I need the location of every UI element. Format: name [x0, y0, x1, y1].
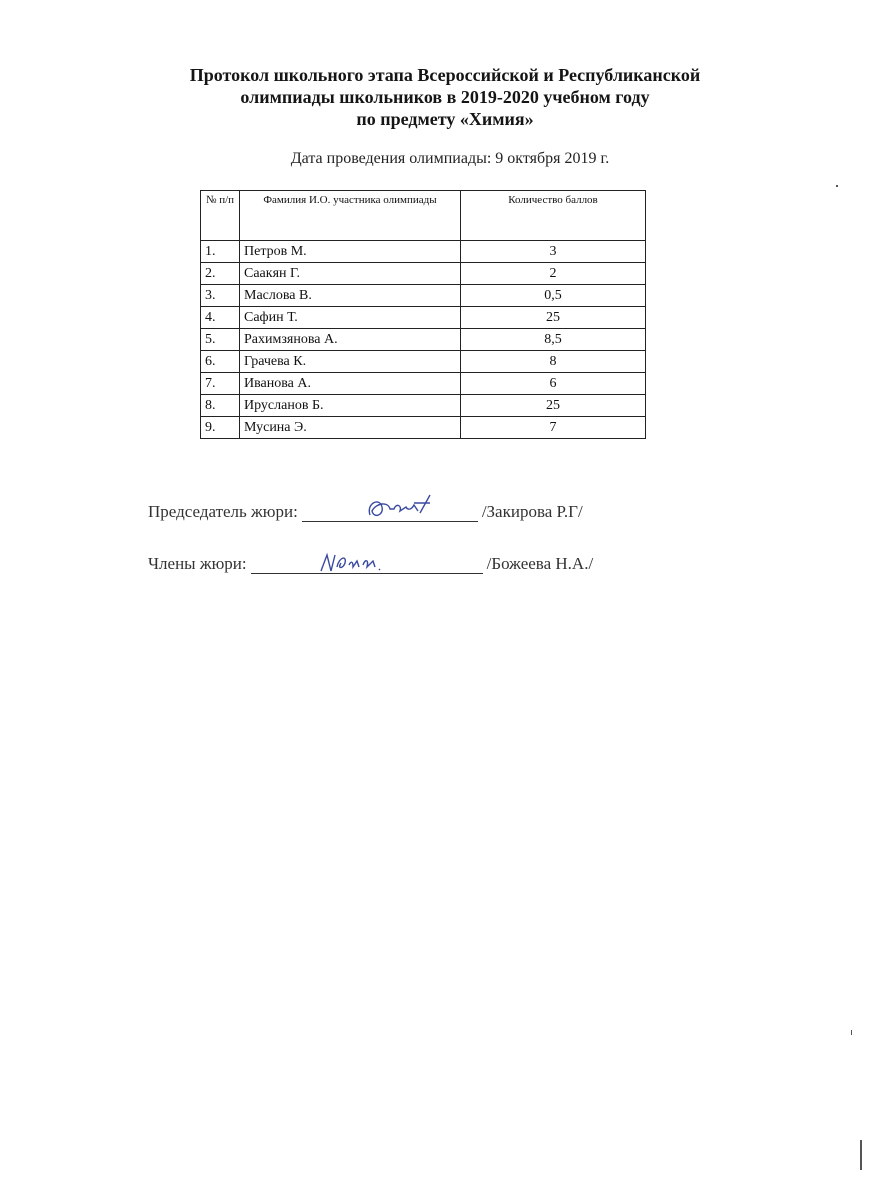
- scan-speck: [851, 1030, 852, 1035]
- row-number: 3.: [201, 285, 240, 307]
- row-number: 8.: [201, 395, 240, 417]
- row-number: 4.: [201, 307, 240, 329]
- table-row: [201, 307, 646, 329]
- row-number: 6.: [201, 351, 240, 373]
- participant-name: Мусина Э.: [240, 417, 461, 439]
- table-row: [201, 395, 646, 417]
- member-signature: [317, 549, 391, 575]
- row-number: 1.: [201, 241, 240, 263]
- table-row: [201, 241, 646, 263]
- participant-score: 3: [461, 241, 646, 263]
- participant-score: 2: [461, 263, 646, 285]
- participant-score: 8,5: [461, 329, 646, 351]
- header-number: № п/п: [201, 191, 240, 241]
- row-number: 5.: [201, 329, 240, 351]
- table-row: [201, 285, 646, 307]
- participant-name: Ируcланов Б.: [240, 395, 461, 417]
- participant-name: Иванова А.: [240, 373, 461, 395]
- participant-name: Сафин Т.: [240, 307, 461, 329]
- chair-signature: [364, 493, 434, 523]
- member-signature-row: [148, 554, 593, 574]
- header-participant: Фамилия И.О. участника олимпиады: [240, 191, 461, 241]
- scan-edge: [860, 1140, 862, 1170]
- participant-score: 6: [461, 373, 646, 395]
- header-score: Количество баллов: [461, 191, 646, 241]
- table-row: [201, 329, 646, 351]
- participant-name: Маслова В.: [240, 285, 461, 307]
- row-number: 9.: [201, 417, 240, 439]
- participant-score: 7: [461, 417, 646, 439]
- members-label: Члены жюри:: [148, 554, 247, 573]
- title-line-3: по предмету «Химия»: [356, 109, 534, 129]
- participant-name: Саакян Г.: [240, 263, 461, 285]
- table-header-row: [201, 191, 646, 241]
- chair-signature-line: [302, 503, 478, 522]
- participant-name: Петров М.: [240, 241, 461, 263]
- results-table: [200, 190, 646, 439]
- olympiad-date: Дата проведения олимпиады: 9 октября 2019 г.: [290, 150, 610, 167]
- table-row: [201, 263, 646, 285]
- participant-score: 8: [461, 351, 646, 373]
- table-row: [201, 373, 646, 395]
- title-line-1: Протокол школьного этапа Всероссийской и Республиканской: [189, 65, 701, 85]
- table-row: [201, 417, 646, 439]
- document-title: [100, 64, 790, 130]
- chair-name: /Закирова Р.Г/: [481, 502, 583, 521]
- row-number: 2.: [201, 263, 240, 285]
- scan-speck: [836, 185, 838, 187]
- table-row: [201, 351, 646, 373]
- row-number: 7.: [201, 373, 240, 395]
- chair-signature-row: [148, 502, 583, 522]
- chair-label: Председатель жюри:: [148, 502, 298, 521]
- participant-name: Рахимзянова А.: [240, 329, 461, 351]
- participant-score: 0,5: [461, 285, 646, 307]
- participant-name: Грачева К.: [240, 351, 461, 373]
- member-signature-line: [251, 555, 483, 574]
- participant-score: 25: [461, 395, 646, 417]
- title-line-2: олимпиады школьников в 2019-2020 учебном году: [240, 87, 650, 107]
- participant-score: 25: [461, 307, 646, 329]
- member-name: /Божеева Н.А./: [486, 554, 594, 573]
